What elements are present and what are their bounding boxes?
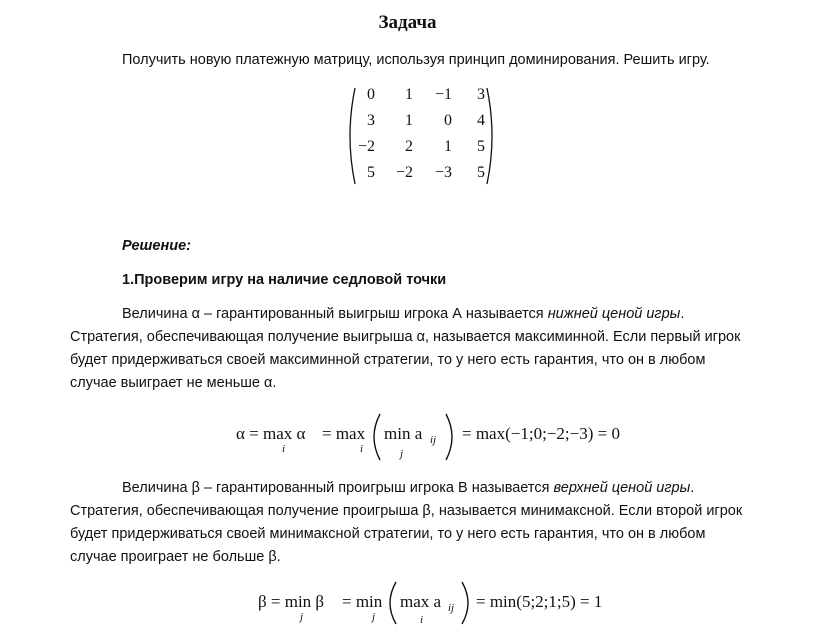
matrix-cell: −1: [434, 86, 452, 103]
matrix-cell: −2: [357, 138, 375, 155]
sub-ij: ij: [448, 602, 455, 614]
matrix-cell: 5: [367, 164, 375, 181]
sub-j: j: [400, 448, 404, 460]
alpha-rhs: = max(−1;0;−2;−3) = 0: [462, 424, 620, 443]
matrix-cell: 3: [367, 112, 375, 129]
right-paren: [458, 580, 476, 626]
sub-i-2: i: [360, 443, 364, 455]
upper-value-term: верхней ценой игры: [553, 480, 691, 496]
alpha-mid: = max: [322, 424, 366, 443]
beta-line-3: будет придерживаться своей минимаксной стратегии, то у него есть гарантия, что он в любом: [70, 526, 706, 542]
alpha-line-2: Стратегия, обеспечивающая получение выигрыша α, называется максиминной. Если первый игрок: [70, 329, 741, 345]
matrix-cell: −3: [434, 164, 452, 181]
beta-inner: max a: [400, 592, 442, 611]
beta-line-2: Стратегия, обеспечивающая получение проигрыша β, называется минимаксной. Если второй игрок: [70, 503, 743, 519]
beta-mid: = min: [342, 592, 383, 611]
matrix-cell: 4: [477, 112, 485, 129]
beta-text: Величина β – гарантированный проигрыш игрока В называется: [122, 480, 554, 496]
matrix-cell: 1: [444, 138, 452, 155]
matrix-row-1: [351, 86, 491, 112]
right-paren: [442, 412, 460, 462]
alpha-text: Величина α – гарантированный выигрыш игрока А называется: [122, 306, 548, 322]
alpha-line-1: [70, 303, 750, 326]
page-title: Задача: [378, 12, 437, 33]
alpha-paragraph: [70, 303, 750, 395]
matrix-cell: 3: [477, 86, 485, 103]
punct: .: [680, 306, 685, 322]
matrix-cell: 5: [477, 138, 485, 155]
solution-label: Решение:: [122, 238, 192, 254]
beta-rhs: = min(5;2;1;5) = 1: [476, 592, 603, 611]
matrix-row-4: [351, 164, 491, 190]
task-statement: Получить новую платежную матрицу, используя принцип доминирования. Решить игру.: [122, 52, 710, 68]
matrix-cell: 1: [405, 86, 413, 103]
alpha-inner: min a: [384, 424, 423, 443]
punct: .: [690, 480, 695, 496]
matrix-row-2: [351, 112, 491, 138]
sub-j-2: j: [372, 611, 376, 623]
beta-lhs: β = min β: [258, 592, 325, 611]
payoff-matrix: [345, 84, 497, 188]
beta-paragraph: [70, 477, 750, 569]
sub-ij: ij: [430, 434, 437, 446]
step-1-heading: 1.Проверим игру на наличие седловой точки: [122, 272, 447, 288]
alpha-line-4: случае выиграет не меньше α.: [70, 375, 277, 391]
matrix-cell: 5: [477, 164, 485, 181]
lower-value-term: нижней ценой игры: [547, 306, 681, 322]
sub-i: i: [420, 614, 424, 626]
matrix-cell: 2: [405, 138, 413, 155]
left-paren: [382, 580, 400, 626]
matrix-cell: −2: [395, 164, 413, 181]
sub-j: j: [300, 611, 304, 623]
beta-line-4: случае проиграет не больше β.: [70, 549, 281, 565]
left-paren: [366, 412, 384, 462]
alpha-line-3: будет придерживаться своей максиминной стратегии, то у него есть гарантия, что он в любом: [70, 352, 706, 368]
matrix-cell: 0: [444, 112, 452, 129]
matrix-cell: 1: [405, 112, 413, 129]
beta-line-1: [70, 477, 750, 500]
matrix-cell: 0: [367, 86, 375, 103]
alpha-lhs: α = max α: [236, 424, 306, 443]
sub-i: i: [282, 443, 286, 455]
matrix-row-3: [351, 138, 491, 164]
